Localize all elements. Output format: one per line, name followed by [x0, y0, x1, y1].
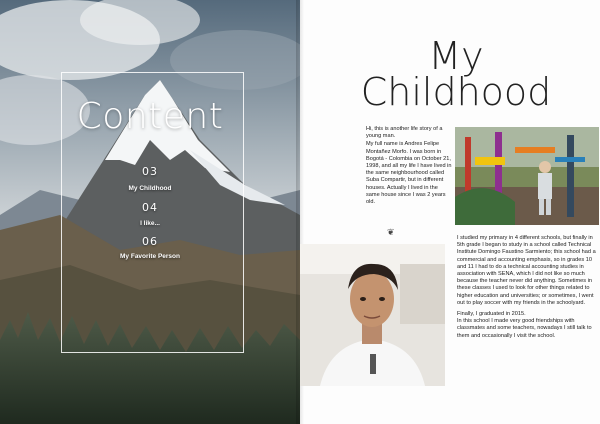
toc-entry-number[interactable]: 06	[142, 235, 158, 248]
toc-entry-number[interactable]: 03	[142, 165, 158, 178]
toc-entry-label[interactable]: My Childhood	[128, 185, 172, 192]
article-title-line: Childhood	[360, 70, 552, 114]
school-paragraph: Finally, I graduated in 2015. In this school I made very good friendships with classmates and some teachers, nowadays I still talk to them and occasionally I visit the school.	[457, 311, 592, 339]
article-title	[336, 34, 576, 114]
intro-paragraph: Hi, this is another life story of a young man.	[366, 126, 443, 140]
playground-photo	[455, 127, 599, 225]
school-text	[457, 235, 597, 344]
toc-entry-number[interactable]: 04	[142, 201, 158, 214]
intro-paragraph: My full name is Andres Felipe Montañez Morfo. I was born in Bogotá - Colombia on October 21, 1998, and all my life I have lived in the same neighbourhood called Suba Compartir, but in different houses. Actually I lived in the same house since I was 2 years old.	[366, 141, 452, 206]
contents-title: Content	[76, 96, 224, 137]
article-title-line: My	[428, 34, 484, 78]
ornament-icon: ❦	[387, 228, 395, 238]
portrait-photo	[300, 244, 445, 386]
intro-text	[366, 126, 452, 210]
toc-entry-label[interactable]: I like...	[140, 220, 160, 227]
toc-entry-label[interactable]: My Favorite Person	[120, 253, 180, 260]
school-paragraph: I studied my primary in 4 different schools, but finally in 5th grade I began to study in a school called Technical Institute Domingo Faustino Sarmiento; this school had a commercial and accounting emphasis, so in grades 10 and 11 I had to do a technical accounting studies in association with SENA, which I did not like so much because the teacher never did anything. Sometimes in these classes I used to look for other things related to higher education and universities; or sometimes, I went out to play soccer with my friends in the schoolyard.	[457, 235, 596, 306]
